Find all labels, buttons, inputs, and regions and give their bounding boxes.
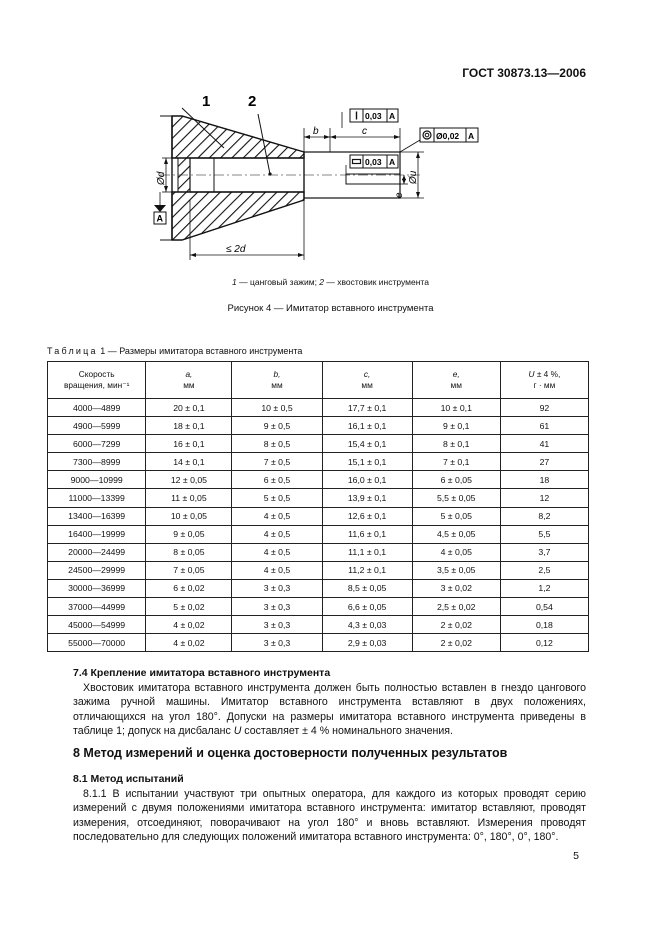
table-cell: 4 ± 0,5 (232, 525, 322, 543)
table-row (48, 471, 589, 489)
table-cell: 17,7 ± 0,1 (322, 399, 412, 417)
collet-lower-hatch (172, 192, 304, 240)
table-cell: 4000—4899 (48, 399, 146, 417)
table-cell: 11,2 ± 0,1 (322, 561, 412, 579)
header-speed: Скорость вращения, мин⁻¹ (48, 362, 146, 399)
table-cell: 6000—7299 (48, 435, 146, 453)
table-cell: 4 ± 0,02 (146, 616, 232, 634)
table-cell: 0,54 (500, 598, 588, 616)
table-cell: 11,6 ± 0,1 (322, 525, 412, 543)
legend-number-1: 1 (232, 277, 237, 287)
table-cell: 3 ± 0,3 (232, 579, 322, 597)
table-cell: 4,5 ± 0,05 (412, 525, 500, 543)
part-label-1: 1 (202, 93, 211, 110)
table-cell: 41 (500, 435, 588, 453)
table-cell: 61 (500, 417, 588, 435)
datum-triangle (154, 205, 166, 212)
table-caption-title: 1 — Размеры имитатора вставного инструмента (97, 346, 303, 356)
dimension-d: Ød (156, 171, 167, 185)
table-cell: 8 ± 0,05 (146, 543, 232, 561)
table-cell: 10 ± 0,05 (146, 507, 232, 525)
table-cell: 8 ± 0,1 (412, 435, 500, 453)
table-body (48, 399, 589, 652)
svg-text:A: A (389, 157, 396, 167)
table-cell: 12 (500, 489, 588, 507)
dimension-2d: ≤ 2d (226, 244, 246, 255)
table-cell: 37000—44999 (48, 598, 146, 616)
tolerance-frame-3 (420, 128, 478, 142)
table-cell: 3 ± 0,02 (412, 579, 500, 597)
table-cell: 8,5 ± 0,05 (322, 579, 412, 597)
table-cell: 27 (500, 453, 588, 471)
dimension-c: c (362, 126, 367, 137)
table-cell: 2 ± 0,02 (412, 634, 500, 652)
table-cell: 6,6 ± 0,05 (322, 598, 412, 616)
section-8-1-title: 8.1 Метод испытаний (73, 773, 184, 785)
table-row (48, 543, 589, 561)
table-cell: 0,12 (500, 634, 588, 652)
table-cell: 14 ± 0,1 (146, 453, 232, 471)
table-cell: 3 ± 0,3 (232, 616, 322, 634)
table-row (48, 507, 589, 525)
header-b: b, мм (232, 362, 322, 399)
dimension-e: e (394, 192, 405, 198)
table-cell: 12 ± 0,05 (146, 471, 232, 489)
table-cell: 2 ± 0,02 (412, 616, 500, 634)
table-cell: 6 ± 0,02 (146, 579, 232, 597)
svg-text:A: A (389, 111, 396, 121)
table-cell: 15,4 ± 0,1 (322, 435, 412, 453)
table-row (48, 399, 589, 417)
table-cell: 9 ± 0,05 (146, 525, 232, 543)
table-cell: 8 ± 0,5 (232, 435, 322, 453)
table-cell: 4 ± 0,5 (232, 561, 322, 579)
legend-text-1: — цанговый зажим; (236, 277, 320, 287)
table-cell: 16 ± 0,1 (146, 435, 232, 453)
section-8-title: 8 Метод измерений и оценка достоверности полученных результатов (73, 746, 508, 760)
dimensions-table (47, 361, 589, 652)
svg-text:A: A (156, 213, 163, 224)
table-cell: 16400—19999 (48, 525, 146, 543)
table-cell: 11000—13399 (48, 489, 146, 507)
table-cell: 6 ± 0,5 (232, 471, 322, 489)
dimension-b: b (313, 126, 319, 137)
table-cell: 7 ± 0,05 (146, 561, 232, 579)
table-cell: 5,5 ± 0,05 (412, 489, 500, 507)
collet-upper-hatch (172, 116, 304, 158)
table-cell: 0,18 (500, 616, 588, 634)
table-cell: 18 (500, 471, 588, 489)
table-cell: 5 ± 0,02 (146, 598, 232, 616)
table-cell: 3 ± 0,3 (232, 598, 322, 616)
table-row (48, 616, 589, 634)
table-cell: 2,9 ± 0,03 (322, 634, 412, 652)
table-cell: 5,5 (500, 525, 588, 543)
table-cell: 11,1 ± 0,1 (322, 543, 412, 561)
table-cell: 2,5 ± 0,02 (412, 598, 500, 616)
table-cell: 13,9 ± 0,1 (322, 489, 412, 507)
legend-text-2: — хвостовик инструмента (324, 277, 429, 287)
table-row (48, 489, 589, 507)
figure-legend (0, 277, 661, 287)
figure-caption: Рисунок 4 — Имитатор вставного инструмента (227, 303, 434, 314)
section-7-4-paragraph: Хвостовик имитатора вставного инструмента должен быть полностью вставлен в гнездо цангового зажима ручной машины. Имитатор вставного инструмента вставляют в двух положениях, отличающихся на угол 180°. Допуски на размеры имитатора вставного инструмента приведены в таблице 1; допуск на дисбаланс U составляет ± 4 % номинального значения. (73, 682, 586, 738)
table-cell: 7 ± 0,5 (232, 453, 322, 471)
table-cell: 4900—5999 (48, 417, 146, 435)
table-cell: 9 ± 0,5 (232, 417, 322, 435)
table-cell: 16,1 ± 0,1 (322, 417, 412, 435)
tolerance-frame-2 (350, 155, 398, 168)
table-cell: 12,6 ± 0,1 (322, 507, 412, 525)
table-cell: 55000—70000 (48, 634, 146, 652)
table-row (48, 453, 589, 471)
table-row (48, 435, 589, 453)
part-label-2: 2 (248, 93, 257, 110)
table-cell: 3,7 (500, 543, 588, 561)
tolerance-frame-1 (350, 109, 398, 122)
tool-simulator-drawing (120, 88, 490, 268)
document-code: ГОСТ 30873.13—2006 (462, 66, 586, 80)
table-cell: 4 ± 0,5 (232, 543, 322, 561)
table-caption-word: Таблица (47, 346, 98, 356)
table-cell: 30000—36999 (48, 579, 146, 597)
section-8-1-1-paragraph: 8.1.1 В испытании участвуют три опытных оператора, для каждого из которых проводят серию измерений с двумя положениями имитатора вставного инструмента: имитатор вставляют, проводят измерения, отсоединяют, поворачивают на угол 180° и вновь вставляют. Измерения проводят последовательно для следующих положений имитатора вставного инструмента: 0°, 180°, 0°, 180°. (73, 788, 586, 844)
dimension-u: Øu (408, 170, 419, 184)
table-cell: 5 ± 0,05 (412, 507, 500, 525)
unbalance-step (346, 174, 400, 184)
table-cell: 20000—24499 (48, 543, 146, 561)
table-cell: 6 ± 0,05 (412, 471, 500, 489)
table-row (48, 417, 589, 435)
table-cell: 4 ± 0,5 (232, 507, 322, 525)
table-cell: 1,2 (500, 579, 588, 597)
table-header-row (48, 362, 589, 399)
table-cell: 9000—10999 (48, 471, 146, 489)
datum-a-box (154, 212, 166, 224)
table-cell: 20 ± 0,1 (146, 399, 232, 417)
table-cell: 11 ± 0,05 (146, 489, 232, 507)
table-row (48, 634, 589, 652)
table-cell: 9 ± 0,1 (412, 417, 500, 435)
table-cell: 5 ± 0,5 (232, 489, 322, 507)
table-cell: 8,2 (500, 507, 588, 525)
table-cell: 24500—29999 (48, 561, 146, 579)
table-row (48, 525, 589, 543)
header-e: e, мм (412, 362, 500, 399)
table-cell: 4,3 ± 0,03 (322, 616, 412, 634)
svg-text:0,03: 0,03 (365, 157, 382, 167)
svg-text:0,03: 0,03 (365, 111, 382, 121)
table-cell: 10 ± 0,1 (412, 399, 500, 417)
table-cell: 4 ± 0,02 (146, 634, 232, 652)
header-c: c, мм (322, 362, 412, 399)
table-cell: 3,5 ± 0,05 (412, 561, 500, 579)
page-number: 5 (573, 850, 579, 862)
table-cell: 10 ± 0,5 (232, 399, 322, 417)
table-cell: 7 ± 0,1 (412, 453, 500, 471)
table-cell: 18 ± 0,1 (146, 417, 232, 435)
header-a: a, мм (146, 362, 232, 399)
header-u: U ± 4 %, г · мм (500, 362, 588, 399)
section-7-4-title: 7.4 Крепление имитатора вставного инструмента (73, 667, 331, 679)
table-cell: 92 (500, 399, 588, 417)
legend-number-2: 2 (319, 277, 325, 287)
table-row (48, 579, 589, 597)
svg-text:A: A (468, 131, 475, 141)
table-cell: 16,0 ± 0,1 (322, 471, 412, 489)
table-cell: 7300—8999 (48, 453, 146, 471)
table-caption (47, 346, 302, 356)
table-cell: 15,1 ± 0,1 (322, 453, 412, 471)
table-cell: 2,5 (500, 561, 588, 579)
svg-text:Ø0,02: Ø0,02 (436, 131, 460, 141)
table-row (48, 561, 589, 579)
table-cell: 13400—16399 (48, 507, 146, 525)
table-cell: 45000—54999 (48, 616, 146, 634)
table-cell: 4 ± 0,05 (412, 543, 500, 561)
table-row (48, 598, 589, 616)
table-cell: 3 ± 0,3 (232, 634, 322, 652)
